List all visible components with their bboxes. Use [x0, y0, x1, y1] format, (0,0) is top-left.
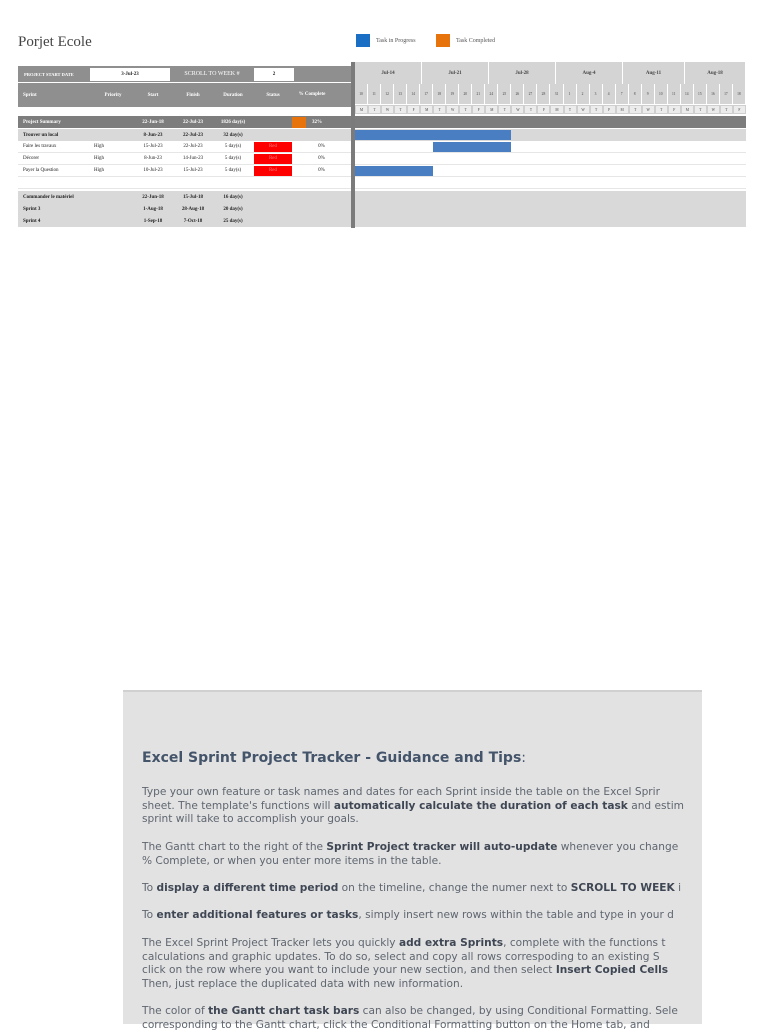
task-priority: High [94, 144, 104, 149]
day-cell: 25 [498, 84, 511, 104]
task-name: Payer la Question [23, 168, 59, 173]
day-cell: 3 [590, 84, 603, 104]
gantt-group-row [355, 215, 746, 227]
empty-row [18, 177, 351, 189]
guidance-paragraph: The Excel Sprint Project Tracker lets you quickly add extra Sprints, complete with the functions t calculations and graphic updates. To do so, select and copy all rows correspoding to an existing S click on the row where you want to include your new section, and then select Insert Copied Cells Then, just replace the duplicated data with new information. [142, 937, 669, 990]
day-cell: 10 [355, 84, 368, 104]
weekday-cell: T [368, 105, 381, 114]
day-cell: 28 [537, 84, 550, 104]
group-start: 8-Jun-23 [143, 132, 163, 138]
scroll-week-label: SCROLL TO WEEK # [184, 71, 240, 77]
weekday-cell: W [381, 105, 394, 114]
group-finish: 28-Aug-18 [181, 206, 205, 212]
guidance-panel [123, 690, 702, 1031]
day-cell: 19 [446, 84, 459, 104]
gantt-task-row [355, 153, 746, 165]
table-header [18, 83, 351, 107]
week-label: Aug-11 [623, 62, 685, 84]
guidance-paragraph: The color of the Gantt chart task bars can also be changed, by using Conditional Formatting. Sele corresponding to the Gantt chart, click the Conditional Formatting button on the Home tab, and [142, 1005, 678, 1031]
gantt-summary-row [355, 116, 746, 128]
task-pct: 0% [318, 144, 325, 149]
status-badge[interactable]: Red [254, 142, 292, 152]
task-name: Faire les travaux [23, 144, 57, 149]
pct-bar [292, 117, 306, 128]
group-duration: 32 day(s) [223, 132, 243, 138]
day-cell: 15 [694, 84, 707, 104]
day-cell: 17 [720, 84, 733, 104]
group-duration: 16 day(s) [223, 194, 243, 200]
day-numbers [355, 84, 746, 104]
week-label: Jul-28 [489, 62, 556, 84]
task-row[interactable] [18, 153, 351, 165]
group-name: Sprint 4 [23, 218, 41, 224]
task-row[interactable] [18, 165, 351, 177]
page-title: Porjet Ecole [18, 34, 92, 50]
weekday-cell: M [616, 105, 629, 114]
gantt-task-row [355, 141, 746, 153]
day-cell: 16 [707, 84, 720, 104]
completed-swatch [436, 34, 450, 47]
summary-finish: 22-Jul-23 [183, 119, 203, 125]
day-cell: 13 [394, 84, 407, 104]
weekday-letters [355, 105, 746, 114]
weekday-cell: M [550, 105, 563, 114]
task-pct: 0% [318, 168, 325, 173]
task-start: 10-Jul-23 [143, 168, 163, 173]
group-name: Sprint 3 [23, 206, 41, 212]
legend-completed-label: Task Completed [456, 37, 496, 44]
summary-name: Project Summary [23, 119, 61, 125]
weekday-cell: F [537, 105, 550, 114]
controls-row [18, 66, 351, 82]
legend-in-progress-label: Task in Progress [376, 37, 416, 44]
day-cell: 10 [655, 84, 668, 104]
guidance-paragraph: The Gantt chart to the right of the Sprint Project tracker will auto-update whenever you change % Complete, or when you enter more items in the table. [142, 841, 679, 867]
gantt-bar[interactable] [355, 130, 511, 140]
day-cell: 7 [616, 84, 629, 104]
task-pct: 0% [318, 156, 325, 161]
col-status: Status [266, 92, 280, 98]
weekday-cell: T [590, 105, 603, 114]
group-name: Trouver un local [23, 132, 59, 138]
group-row[interactable] [18, 215, 351, 227]
gantt-group-row [355, 191, 746, 203]
weekday-cell: F [603, 105, 616, 114]
group-duration: 20 day(s) [223, 206, 243, 212]
day-cell: 8 [629, 84, 642, 104]
status-badge[interactable]: Red [254, 166, 292, 176]
weekday-cell: W [577, 105, 590, 114]
task-duration: 5 day(s) [224, 144, 242, 149]
gantt-bar[interactable] [433, 142, 511, 152]
weekday-cell: T [524, 105, 537, 114]
guidance-paragraph: Type your own feature or task names and dates for each Sprint inside the table on the Excel Sprir sheet. The template's functions will automatically calculate the duration of each task and estim sprint will take to accomplish your goals. [142, 786, 684, 826]
weekday-cell: M [420, 105, 433, 114]
group-row[interactable] [18, 203, 351, 215]
weekday-cell: T [720, 105, 733, 114]
weekday-cell: M [485, 105, 498, 114]
group-start: 1-Sep-18 [143, 218, 163, 224]
project-start-input[interactable]: 3-Jul-23 [90, 68, 170, 81]
weekday-cell: T [655, 105, 668, 114]
summary-row[interactable] [18, 116, 351, 128]
weekday-cell: T [498, 105, 511, 114]
guidance-paragraph: To display a different time period on the timeline, change the numer next to SCROLL TO WEEK i [142, 882, 682, 894]
day-cell: 14 [681, 84, 694, 104]
col-duration: Duration [223, 92, 243, 98]
day-cell: 26 [511, 84, 524, 104]
weekday-cell: W [642, 105, 655, 114]
day-cell: 27 [524, 84, 537, 104]
day-cell: 31 [550, 84, 563, 104]
group-finish: 15-Jul-18 [183, 194, 203, 200]
weekday-cell: F [668, 105, 681, 114]
day-cell: 2 [577, 84, 590, 104]
status-badge[interactable]: Red [254, 154, 292, 164]
task-row[interactable] [18, 141, 351, 153]
task-start: 15-Jul-23 [143, 144, 163, 149]
weekday-cell: T [394, 105, 407, 114]
group-start: 1-Aug-18 [143, 206, 163, 212]
task-start: 8-Jun-23 [144, 156, 162, 161]
gantt-group-row [355, 203, 746, 215]
day-cell: 4 [603, 84, 616, 104]
day-cell: 20 [459, 84, 472, 104]
group-finish: 7-Oct-18 [183, 218, 203, 224]
guidance-paragraph: To enter additional features or tasks, simply insert new rows within the table and type in your d [142, 909, 674, 921]
summary-pct-value: 32% [312, 119, 322, 125]
weekday-cell: W [446, 105, 459, 114]
project-start-label: PROJECT START DATE [24, 71, 74, 77]
task-finish: 14-Jun-23 [182, 156, 204, 161]
day-cell: 1 [564, 84, 577, 104]
day-cell: 24 [485, 84, 498, 104]
task-name: Décorer [23, 156, 40, 161]
day-cell: 11 [368, 84, 381, 104]
task-duration: 5 day(s) [224, 156, 242, 161]
guidance-title: Excel Sprint Project Tracker - Guidance and Tips: [142, 750, 526, 766]
task-finish: 22-Jul-23 [183, 144, 203, 149]
week-label: Aug-18 [685, 62, 746, 84]
weekday-cell: W [707, 105, 720, 114]
weekday-cell: T [433, 105, 446, 114]
day-cell: 12 [381, 84, 394, 104]
col-finish: Finish [186, 92, 200, 98]
group-row[interactable] [18, 129, 351, 141]
day-cell: 9 [642, 84, 655, 104]
summary-pct [292, 116, 351, 128]
task-priority: High [94, 168, 104, 173]
day-cell: 11 [668, 84, 681, 104]
gantt-bar[interactable] [355, 166, 433, 176]
task-finish: 15-Jul-23 [183, 168, 203, 173]
weekday-cell: F [407, 105, 420, 114]
legend-completed [436, 34, 495, 47]
col-start: Start [147, 92, 159, 98]
weekday-cell: T [694, 105, 707, 114]
group-duration: 25 day(s) [223, 218, 243, 224]
week-label: Aug-4 [556, 62, 623, 84]
weekday-cell: T [564, 105, 577, 114]
group-finish: 22-Jul-23 [183, 132, 203, 138]
weekday-cell: W [511, 105, 524, 114]
week-header [355, 62, 746, 84]
col-pct-complete: % Complete [298, 92, 326, 97]
group-start: 22-Jun-18 [142, 194, 164, 200]
task-duration: 5 day(s) [224, 168, 242, 173]
week-label: Jul-14 [355, 62, 422, 84]
legend-in-progress [356, 34, 416, 47]
week-label: Jul-21 [422, 62, 489, 84]
in-progress-swatch [356, 34, 370, 47]
group-name: Commander le matériel [23, 194, 74, 200]
weekday-cell: T [629, 105, 642, 114]
col-sprint: Sprint [23, 92, 37, 98]
day-cell: 18 [433, 84, 446, 104]
gantt-empty-row [355, 177, 746, 189]
group-row[interactable] [18, 191, 351, 203]
weekday-cell: F [733, 105, 746, 114]
day-cell: 18 [733, 84, 746, 104]
day-cell: 14 [407, 84, 420, 104]
scroll-week-input[interactable]: 2 [254, 68, 294, 81]
gantt-chart [355, 62, 746, 228]
day-cell: 21 [472, 84, 485, 104]
weekday-cell: F [472, 105, 485, 114]
task-priority: High [94, 156, 104, 161]
summary-duration: 1826 day(s) [220, 119, 246, 125]
weekday-cell: M [681, 105, 694, 114]
col-priority: Priority [104, 92, 122, 98]
weekday-cell: M [355, 105, 368, 114]
summary-start: 22-Jun-18 [142, 119, 164, 125]
day-cell: 17 [420, 84, 433, 104]
weekday-cell: T [459, 105, 472, 114]
